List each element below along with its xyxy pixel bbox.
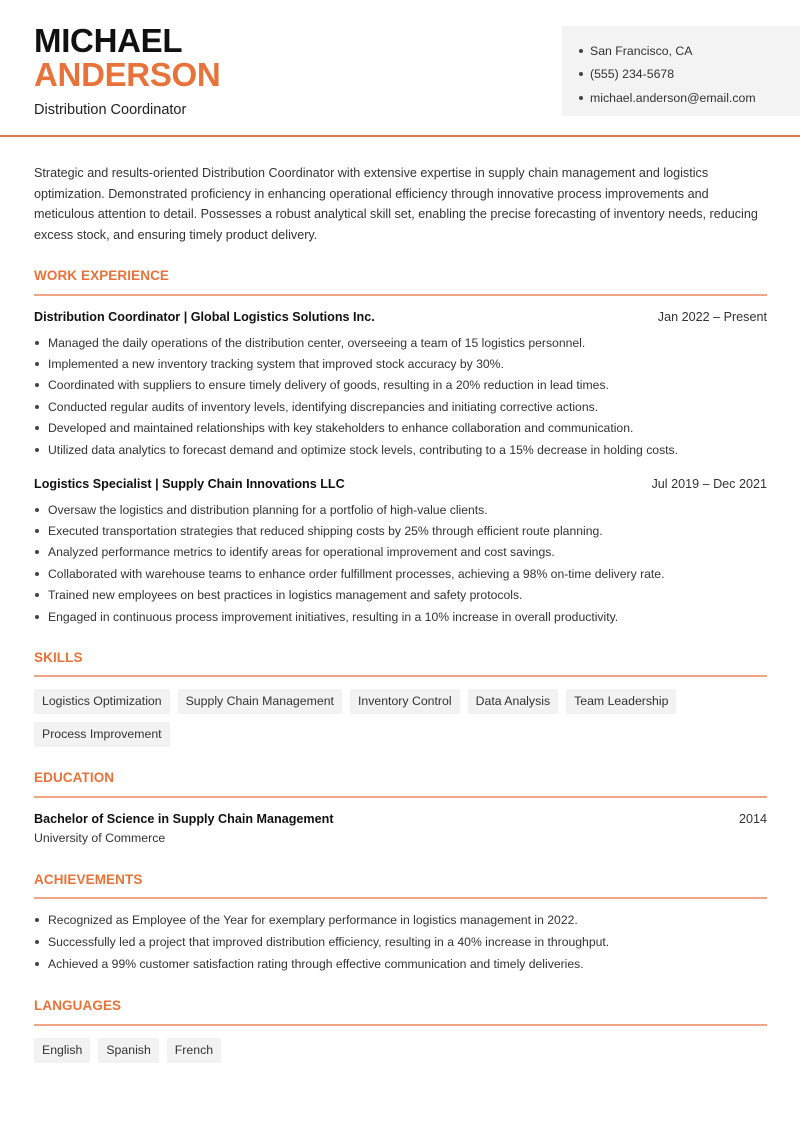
- resume-header: [0, 0, 800, 137]
- bullet-icon: [579, 49, 583, 53]
- language-chip: English: [34, 1038, 90, 1063]
- section-title-achievements: ACHIEVEMENTS: [34, 872, 143, 887]
- section-title-languages: LANGUAGES: [34, 998, 122, 1013]
- list-item: [34, 563, 767, 584]
- job-role: Logistics Specialist | Supply Chain Innovations LLC: [34, 477, 345, 491]
- bullet-icon: [35, 940, 39, 944]
- section-divider: [34, 897, 767, 899]
- list-item: [34, 353, 767, 374]
- bullet-icon: [35, 383, 39, 387]
- section-divider: [34, 1024, 767, 1026]
- job-role: Distribution Coordinator | Global Logistics Solutions Inc.: [34, 310, 375, 324]
- bullet-text: Conducted regular audits of inventory levels, identifying discrepancies and initiating corrective actions.: [48, 399, 599, 414]
- contact-box: [562, 26, 800, 116]
- contact-email: [579, 86, 800, 110]
- bullet-text: Successfully led a project that improved distribution efficiency, resulting in a 40% increase in throughput.: [48, 934, 610, 949]
- bullet-text: Implemented a new inventory tracking system that improved stock accuracy by 30%.: [48, 357, 504, 372]
- education-year: 2014: [738, 812, 767, 826]
- bullet-icon: [579, 96, 583, 100]
- contact-phone: [579, 63, 800, 87]
- list-item: [34, 332, 767, 353]
- bullet-icon: [35, 362, 39, 366]
- list-item: [34, 953, 767, 974]
- language-chip: Spanish: [98, 1038, 158, 1063]
- job-title: Distribution Coordinator: [34, 102, 187, 118]
- job-bullets: [34, 332, 767, 460]
- list-item: [34, 520, 767, 541]
- bullet-text: Collaborated with warehouse teams to enhance order fulfillment processes, achieving a 98% on-time delivery rate.: [48, 566, 665, 581]
- list-item: [34, 439, 767, 460]
- phone-text: (555) 234-5678: [590, 67, 675, 82]
- section-divider: [34, 796, 767, 798]
- section-title-work-experience: WORK EXPERIENCE: [34, 268, 170, 283]
- bullet-text: Executed transportation strategies that reduced shipping costs by 25% through efficient route planning.: [48, 524, 603, 539]
- bullet-icon: [35, 405, 39, 409]
- list-item: [34, 909, 767, 930]
- section-title-skills: SKILLS: [34, 650, 83, 665]
- last-name: ANDERSON: [34, 56, 221, 93]
- job-bullets: [34, 499, 767, 627]
- skill-chip: Logistics Optimization: [34, 689, 170, 714]
- bullet-text: Managed the daily operations of the distribution center, overseeing a team of 15 logistics personnel.: [48, 335, 586, 350]
- bullet-icon: [35, 508, 39, 512]
- summary-paragraph: Strategic and results-oriented Distribution Coordinator with extensive expertise in supply chain management and logistics optimization. Demonstrated proficiency in enhancing operational efficiency through innovative process improvements and meticulous attention to detail. Possesses a robust analytical skill set, enabling the precise forecasting of inventory needs, reducing excess stock, and ensuring timely product delivery.: [34, 166, 758, 243]
- education-school: University of Commerce: [34, 831, 166, 845]
- skill-chip: Process Improvement: [34, 722, 170, 747]
- first-name: MICHAEL: [34, 22, 183, 59]
- list-item: [34, 418, 767, 439]
- bullet-icon: [35, 615, 39, 619]
- section-title-education: EDUCATION: [34, 770, 115, 785]
- bullet-icon: [579, 72, 583, 76]
- bullet-text: Analyzed performance metrics to identify areas for operational improvement and cost savings.: [48, 545, 555, 560]
- bullet-text: Oversaw the logistics and distribution planning for a portfolio of high-value clients.: [48, 502, 488, 517]
- achievements-list: [34, 909, 767, 975]
- bullet-icon: [35, 572, 39, 576]
- email-text: michael.anderson@email.com: [590, 90, 756, 105]
- skills-list: [34, 689, 684, 747]
- languages-list: [34, 1038, 767, 1063]
- bullet-icon: [35, 426, 39, 430]
- skill-chip: Inventory Control: [350, 689, 460, 714]
- bullet-text: Trained new employees on best practices in logistics management and safety protocols.: [48, 588, 523, 603]
- skill-chip: Supply Chain Management: [178, 689, 342, 714]
- section-divider: [34, 675, 767, 677]
- skill-chip: Team Leadership: [566, 689, 676, 714]
- list-item: [34, 930, 767, 953]
- bullet-icon: [35, 341, 39, 345]
- bullet-icon: [35, 448, 39, 452]
- bullet-icon: [35, 529, 39, 533]
- list-item: [34, 375, 767, 396]
- bullet-icon: [35, 962, 39, 966]
- education-header: [34, 812, 767, 826]
- name-block: [34, 24, 220, 118]
- bullet-icon: [35, 550, 39, 554]
- bullet-text: Recognized as Employee of the Year for exemplary performance in logistics management in 2022.: [48, 912, 578, 927]
- job-dates: Jan 2022 – Present: [657, 310, 767, 324]
- list-item: [34, 606, 767, 627]
- bullet-text: Engaged in continuous process improvement initiatives, resulting in a 10% increase in overall productivity.: [48, 609, 619, 624]
- contact-location: [579, 39, 800, 63]
- job-dates: Jul 2019 – Dec 2021: [651, 477, 767, 491]
- section-divider: [34, 294, 767, 296]
- bullet-icon: [35, 593, 39, 597]
- bullet-text: Achieved a 99% customer satisfaction rating through effective communication and timely deliveries.: [48, 957, 584, 972]
- bullet-text: Developed and maintained relationships with key stakeholders to enhance collaboration and communication.: [48, 421, 634, 436]
- list-item: [34, 585, 767, 606]
- bullet-text: Utilized data analytics to forecast demand and optimize stock levels, contributing to a 15% decrease in holding costs.: [48, 442, 679, 457]
- list-item: [34, 396, 767, 417]
- list-item: [34, 499, 767, 520]
- list-item: [34, 542, 767, 563]
- bullet-text: Coordinated with suppliers to ensure timely delivery of goods, resulting in a 20% reduction in lead times.: [48, 378, 609, 393]
- job-header: [34, 477, 767, 491]
- bullet-icon: [35, 918, 39, 922]
- job-header: [34, 310, 767, 324]
- education-degree: Bachelor of Science in Supply Chain Management: [34, 812, 334, 826]
- skill-chip: Data Analysis: [468, 689, 559, 714]
- language-chip: French: [167, 1038, 221, 1063]
- location-text: San Francisco, CA: [590, 43, 693, 58]
